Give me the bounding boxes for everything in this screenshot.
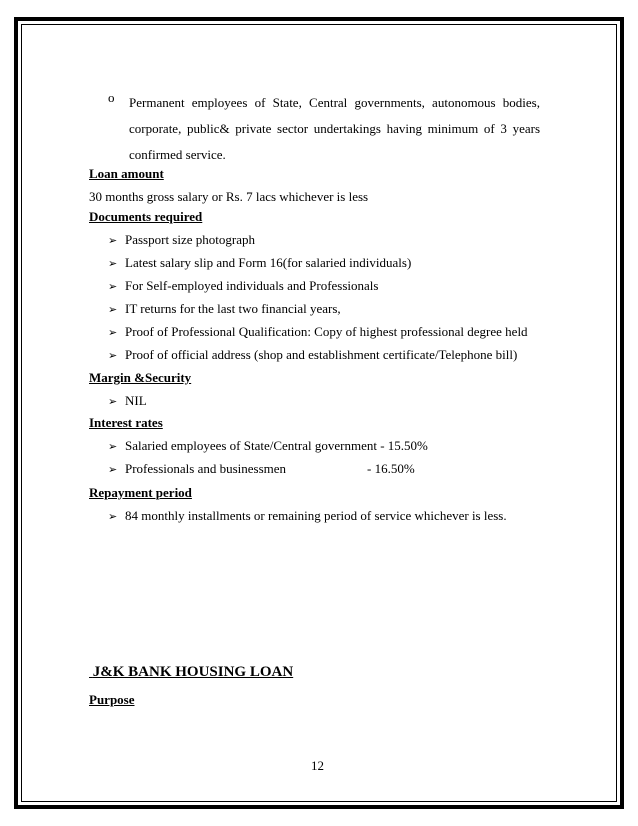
list-item: ➢ Latest salary slip and Form 16(for salaried individuals) [108, 255, 412, 270]
documents-heading: Documents required [89, 209, 203, 224]
arrow-bullet-icon: ➢ [108, 510, 118, 523]
arrow-bullet-icon: ➢ [108, 395, 118, 408]
eligibility-item [110, 90, 540, 168]
arrow-bullet-icon: ➢ [108, 234, 118, 247]
housing-loan-heading: J&K BANK HOUSING LOAN [92, 664, 294, 680]
arrow-bullet-icon: ➢ [108, 463, 118, 476]
list-item: ➢ Proof of Professional Qualification: Copy of highest professional degree held [108, 324, 528, 339]
eligibility-line-1: Permanent employees of State, Central governments, autonomous bodies, [129, 95, 540, 110]
interest-rates-heading: Interest rates [89, 415, 163, 430]
eligibility-line-2: corporate, public& private sector undertakings having minimum of 3 years [129, 121, 540, 136]
loan-amount-text: 30 months gross salary or Rs. 7 lacs whichever is less [89, 189, 369, 204]
list-item: ➢ NIL [108, 393, 147, 408]
list-item: ➢ Passport size photograph [108, 232, 255, 247]
page-number: 12 [311, 758, 324, 773]
list-item: ➢ Salaried employees of State/Central government - 15.50% [108, 438, 428, 453]
arrow-bullet-icon: ➢ [108, 326, 118, 339]
list-item: ➢ Proof of official address (shop and establishment certificate/Telephone bill) [108, 347, 518, 362]
repayment-period-heading: Repayment period [89, 485, 192, 500]
arrow-bullet-icon: ➢ [108, 303, 118, 316]
margin-security-heading: Margin &Security [89, 370, 192, 385]
arrow-bullet-icon: ➢ [108, 257, 118, 270]
professional-rate: - 16.50% [367, 461, 415, 476]
list-item: ➢ Professionals and businessmen [108, 461, 287, 476]
eligibility-line-3: confirmed service. [129, 147, 226, 162]
arrow-bullet-icon: ➢ [108, 280, 118, 293]
arrow-bullet-icon: ➢ [108, 440, 118, 453]
list-item: ➢ IT returns for the last two financial years, [108, 301, 341, 316]
list-item: ➢ 84 monthly installments or remaining period of service whichever is less. [108, 508, 507, 523]
circle-bullet-icon: o [108, 90, 115, 105]
arrow-bullet-icon: ➢ [108, 349, 118, 362]
list-item: ➢ For Self-employed individuals and Professionals [108, 278, 379, 293]
loan-amount-heading: Loan amount [89, 166, 164, 181]
purpose-heading: Purpose [89, 692, 135, 707]
